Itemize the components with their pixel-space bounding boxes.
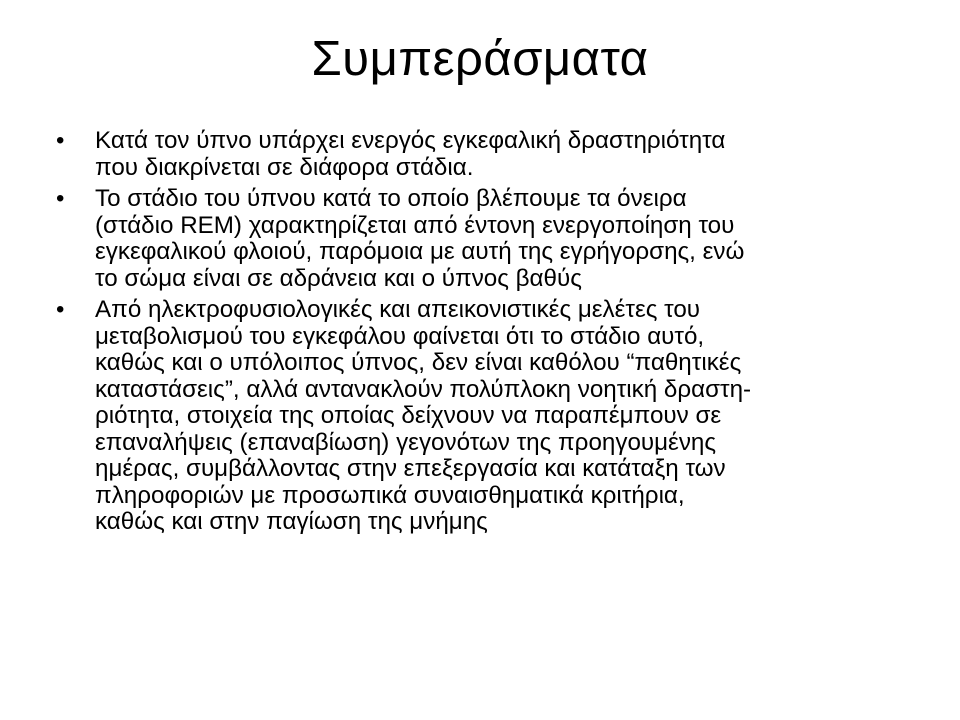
bullet-text-line: Κατά τον ύπνο υπάρχει ενεργός εγκεφαλική δραστηριότητα (95, 127, 726, 154)
bullet-item-2 (56, 186, 916, 292)
bullet-item-1 (56, 128, 916, 181)
bullet-text-line: καθώς και ο υπόλοιπος ύπνος, δεν είναι καθόλου “παθητικές (95, 349, 742, 376)
bullet-text-line: ημέρας, συμβάλλοντας στην επεξεργασία και κατάταξη των (95, 455, 726, 482)
bullet-text-line: επαναλήψεις (επαναβίωση) γεγονότων της προηγουμένης (95, 428, 717, 456)
bullet-marker: • (56, 296, 65, 323)
bullet-text-line: το σώμα είναι σε αδράνεια και ο ύπνος βαθύς (95, 264, 582, 292)
bullet-text-line: πληροφοριών με προσωπικά συναισθηματικά κριτήρια, (95, 481, 685, 509)
bullet-text-line: που διακρίνεται σε διάφορα στάδια. (95, 153, 474, 181)
bullet-text-line: (στάδιο REM) χαρακτηρίζεται από έντονη ενεργοποίηση του (95, 211, 735, 239)
bullet-text-line: μεταβολισμού του εγκεφάλου φαίνεται ότι το στάδιο αυτό, (95, 322, 705, 350)
bullet-text-line: καταστάσεις”, αλλά αντανακλούν πολύπλοκη νοητική δραστη- (95, 375, 752, 403)
bullet-text-line: ριότητα, στοιχεία της οποίας δείχνουν να παραπέμπουν σε (95, 402, 722, 429)
bullet-item-3 (56, 297, 916, 536)
bullet-text-line: εγκεφαλικού φλοιού, παρόμοια με αυτή της εγρήγορσης, ενώ (95, 238, 745, 265)
bullet-marker: • (56, 127, 65, 154)
bullet-text-line: καθώς και στην παγίωση της μνήμης (95, 508, 488, 535)
bullet-marker: • (56, 185, 65, 212)
bullet-text-line: Το στάδιο του ύπνου κατά το οποίο βλέπουμε τα όνειρα (95, 185, 687, 212)
bullet-text-line: Από ηλεκτροφυσιολογικές και απεικονιστικές μελέτες του (95, 296, 701, 323)
slide-title: Συμπεράσματα (311, 32, 649, 86)
bullet-list (56, 128, 916, 541)
